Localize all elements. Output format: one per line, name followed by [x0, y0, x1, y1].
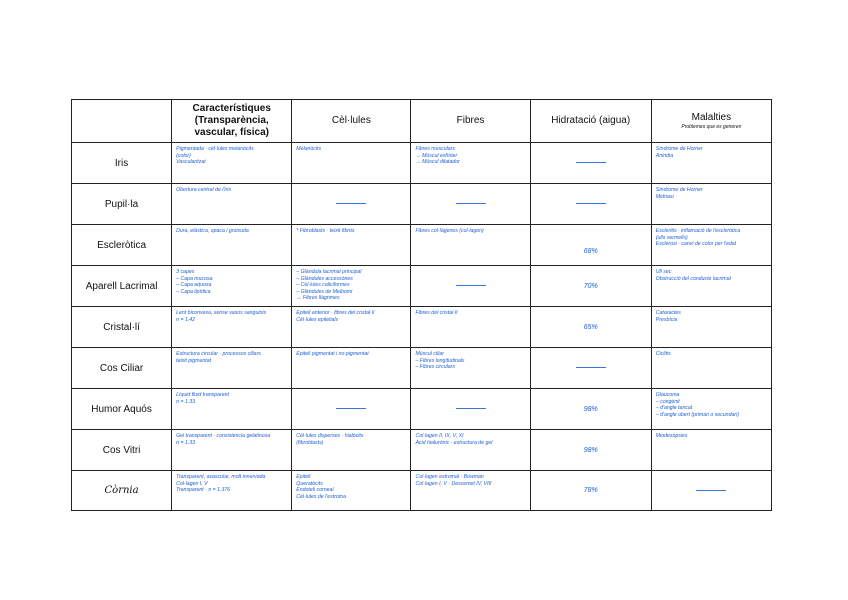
note-text: Col·lagen estromal · Bowman Col·lagen I, V · Descemet IV, VIII	[415, 474, 492, 487]
note-text: Escleritis · inflamació de l'escleròtica (ulls vermells) Esclerosi · canvi de color per l'edat	[655, 228, 741, 248]
cell-caracteristiques	[172, 430, 292, 471]
note-text: Síndrome de Horner Aniridia	[655, 146, 703, 159]
header-caracteristiques	[172, 100, 292, 143]
hidratacio-value: 98%	[583, 405, 598, 413]
cell-hidratacio	[530, 225, 651, 266]
cell-hidratacio	[530, 143, 651, 184]
table-row	[72, 307, 772, 348]
note-text: Transparent, avascular, molt innervada Col·lagen I, V Transparent · n = 1.376	[176, 474, 266, 494]
cell-fibres	[411, 389, 530, 430]
note-text: Ull sec Obstrucció del conducte lacrimal	[655, 269, 731, 282]
cell-caracteristiques	[172, 389, 292, 430]
cell-hidratacio	[530, 471, 651, 511]
note-text: Fibres musculars → Múscul esfínter → Múscul dilatador	[415, 146, 460, 166]
table-row	[72, 471, 772, 511]
comparison-table	[71, 99, 772, 511]
header-malalties	[651, 100, 771, 143]
cell-caracteristiques	[172, 184, 292, 225]
note-text: Epiteli anterior · fibres del cristal·lí Cèl·lules epitelials	[296, 310, 375, 323]
cell-caracteristiques	[172, 225, 292, 266]
header-malalties-label: Malalties	[691, 112, 732, 123]
row-label: Humor Aquós	[72, 389, 172, 430]
cell-malalties	[651, 266, 771, 307]
note-text: Estructura circular · processos ciliars teixit pigmentat	[176, 351, 261, 364]
row-label: Pupil·la	[72, 184, 172, 225]
empty-dash	[576, 367, 606, 368]
cell-malalties	[651, 225, 771, 266]
cell-malalties	[651, 307, 771, 348]
cell-malalties	[651, 471, 771, 511]
cell-malalties	[651, 143, 771, 184]
note-text: Síndrome de Horner Midriasi	[655, 187, 703, 200]
cell-hidratacio	[530, 307, 651, 348]
table-row	[72, 430, 772, 471]
hidratacio-value: 98%	[583, 446, 598, 454]
cell-fibres	[411, 430, 530, 471]
note-text: Glaucoma – congènit – d'angle tancat – d'angle obert (primari o secundari)	[655, 392, 739, 418]
cell-malalties	[651, 389, 771, 430]
header-blank	[72, 100, 172, 143]
note-text: Fibres del cristal·lí	[415, 310, 458, 316]
cell-cellules	[292, 266, 411, 307]
cell-caracteristiques	[172, 307, 292, 348]
table-row	[72, 143, 772, 184]
cell-cellules	[292, 307, 411, 348]
note-text: Lent biconvexa, sense vasos sanguinis n = 1.42	[176, 310, 267, 323]
cell-fibres	[411, 225, 530, 266]
header-cellules: Cèl·lules	[292, 100, 411, 143]
empty-dash	[576, 203, 606, 204]
empty-dash	[336, 408, 366, 409]
table-row	[72, 225, 772, 266]
cell-fibres	[411, 266, 530, 307]
hidratacio-value: 70%	[583, 282, 598, 290]
cell-cellules	[292, 430, 411, 471]
note-text: Epiteli Queratòcits Endoteli corneal Cèl·lules de l'estroma	[296, 474, 347, 500]
empty-dash	[336, 203, 366, 204]
note-text: Ciclitis	[655, 351, 671, 357]
cell-caracteristiques	[172, 266, 292, 307]
cell-fibres	[411, 143, 530, 184]
hidratacio-value: 78%	[583, 487, 598, 494]
cell-hidratacio	[530, 389, 651, 430]
note-text: Col·lagen II, IX, V, XI Àcid hialurònic · estructura de gel	[415, 433, 493, 446]
row-label: Còrnia	[72, 471, 172, 511]
note-text: Obertura central de l'iris	[176, 187, 232, 193]
header-row	[72, 100, 772, 143]
header-hidratacio: Hidratació (aigua)	[530, 100, 651, 143]
row-label: Cos Ciliar	[72, 348, 172, 389]
note-text: Melanòcits	[296, 146, 322, 152]
cell-hidratacio	[530, 266, 651, 307]
cell-caracteristiques	[172, 471, 292, 511]
row-label: Iris	[72, 143, 172, 184]
note-text: Miodesòpsies	[655, 433, 688, 439]
header-malalties-sub: Problemes que es generen	[681, 124, 742, 130]
empty-dash	[696, 490, 726, 491]
cell-fibres	[411, 471, 530, 511]
note-text: – Glàndula lacrimal principal – Glàndules accessòries – Cèl·lules caliciformes – Glàndules de Meibomi → Fibres llàgrimes	[296, 269, 362, 302]
note-text: Cèl·lules disperses · hialòcits (fibroblasts)	[296, 433, 364, 446]
cell-hidratacio	[530, 184, 651, 225]
cell-malalties	[651, 348, 771, 389]
table-row	[72, 348, 772, 389]
cell-cellules	[292, 143, 411, 184]
cell-fibres	[411, 348, 530, 389]
cell-cellules	[292, 348, 411, 389]
hidratacio-value: 68%	[583, 248, 598, 255]
note-text: Pigmentada · cèl·lules melanòcits (color) Vascularitzat	[176, 146, 254, 166]
table-row	[72, 266, 772, 307]
cell-cellules	[292, 389, 411, 430]
cell-fibres	[411, 184, 530, 225]
row-label: Cristal·lí	[72, 307, 172, 348]
table-row	[72, 184, 772, 225]
cell-cellules	[292, 184, 411, 225]
note-text: 3 capes – Capa mucosa – Capa aquosa – Capa lipídica	[176, 269, 213, 295]
cell-hidratacio	[530, 348, 651, 389]
row-label: Cos Vitri	[72, 430, 172, 471]
header-caracteristiques-label: Característiques (Transparència, vascular, física)	[192, 103, 271, 138]
cell-caracteristiques	[172, 143, 292, 184]
empty-dash	[456, 408, 486, 409]
cell-malalties	[651, 184, 771, 225]
row-label: Aparell Lacrimal	[72, 266, 172, 307]
cell-malalties	[651, 430, 771, 471]
note-text: Gel transparent · consistència gelatinosa n = 1.33	[176, 433, 271, 446]
note-text: Múscul ciliar – Fibres longitudinals – Fibres circulars	[415, 351, 465, 371]
row-label: Escleròtica	[72, 225, 172, 266]
cell-caracteristiques	[172, 348, 292, 389]
note-text: Líquid fluid transparent n = 1.33	[176, 392, 229, 405]
empty-dash	[576, 162, 606, 163]
cell-hidratacio	[530, 430, 651, 471]
header-fibres: Fibres	[411, 100, 530, 143]
cell-cellules	[292, 471, 411, 511]
note-text: Cataractes Presbícia	[655, 310, 681, 323]
note-text: Dura, elàstica, opaca i groixuda	[176, 228, 249, 234]
note-text: * Fibroblasts · teixit fibrós	[296, 228, 355, 234]
table-row	[72, 389, 772, 430]
note-text: Fibres col·làgenes (col·lagen)	[415, 228, 484, 234]
hidratacio-value: 65%	[583, 323, 598, 331]
cell-fibres	[411, 307, 530, 348]
note-text: Epiteli pigmentat i no pigmentat	[296, 351, 369, 357]
cell-cellules	[292, 225, 411, 266]
empty-dash	[456, 285, 486, 286]
empty-dash	[456, 203, 486, 204]
